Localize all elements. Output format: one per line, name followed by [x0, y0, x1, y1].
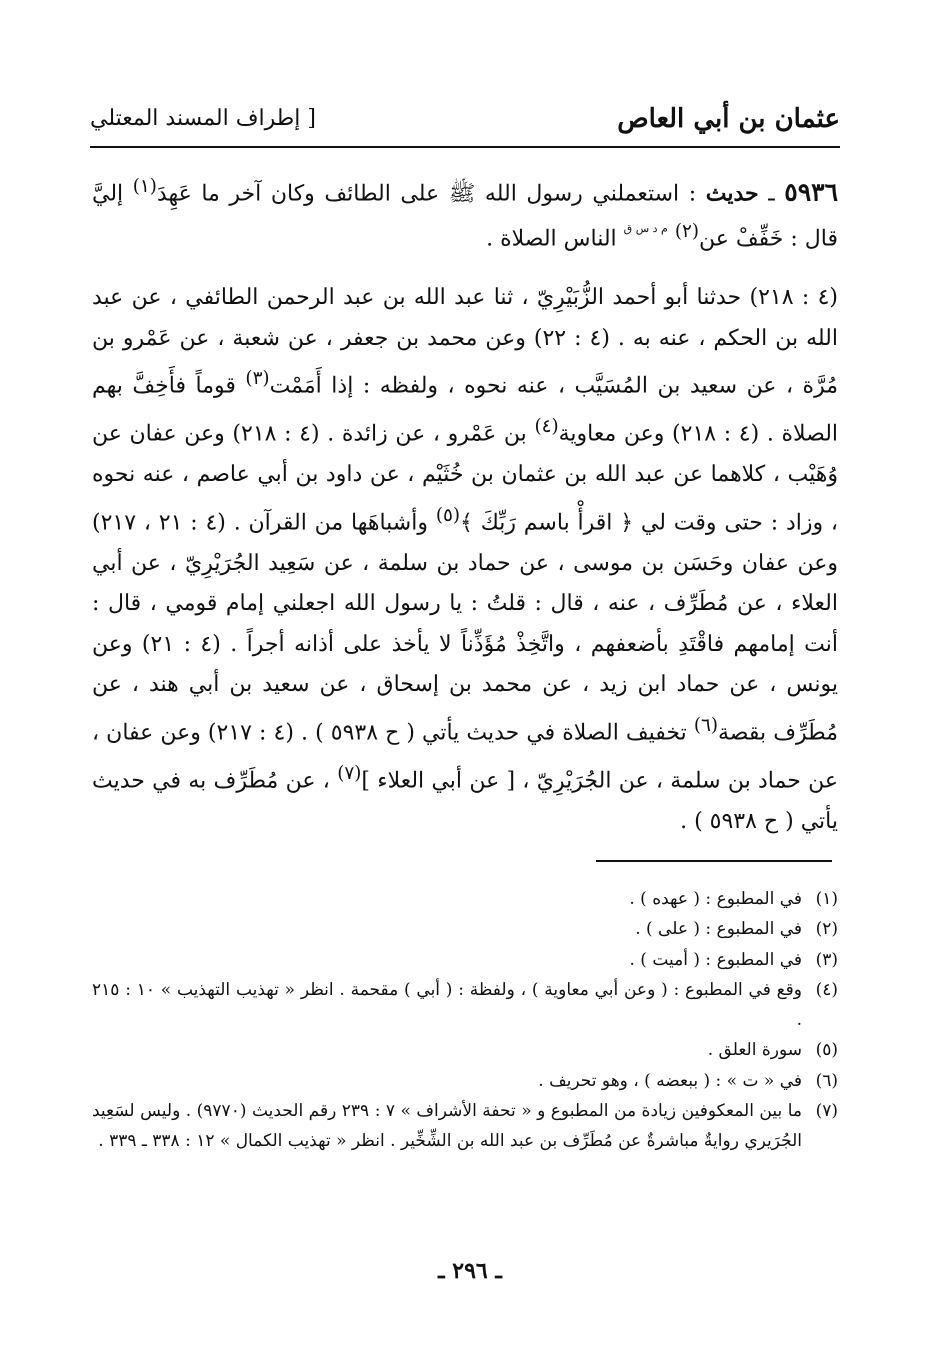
footnote-ref-3: (٣) — [245, 368, 270, 390]
footnote-ref-2: (٢) — [674, 221, 700, 243]
footnote-item — [92, 945, 838, 975]
body-text-3: بن عَمْرو ، عن زائدة . (٤ : ٢١٨) وعن عفان عن وُهَيْب ، كلاهما عن عبد الله بن عثمان بن خُثَيْم ، عن داود بن أبي عاصم ، عنه نحوه ، وزاد : حتى وقت لي ﴿ اقرأْ باسم رَبِّكَ ﴾ — [92, 421, 839, 535]
footnote-text: وقع في المطبوع : ( وعن أبي معاوية ) ، ولفظة : ( أبي ) مقحمة . انظر « تهذيب التهذيب » ١٠ : ٢١٥ . — [92, 979, 802, 1031]
body-text-6: ، عن مُطَرِّف به في حديث يأتي ( ح ٥٩٣٨ ) . — [92, 768, 838, 834]
footnote-text: في « ت » : ( ببعضه ) ، وهو تحريف . — [538, 1070, 802, 1091]
footnote-ref-6: (٦) — [693, 714, 719, 736]
hadith-label: حديث — [705, 180, 759, 207]
footnote-text: ما بين المعكوفين زيادة من المطبوع و « تحفة الأشراف » ٧ : ٢٣٩ رقم الحديث (٩٧٧٠) . وليس لسَعِيد الجُرَيري روايةٌ مباشرةٌ عن مُطَرِّف بن عبد الله بن الشِّخِّير . انظر « تهذيب الكمال » ١٢ : ٣٣٨ ـ ٣٣٩ . — [92, 1101, 802, 1152]
footnote-number: (٧) — [815, 1101, 838, 1122]
footnote-ref-4: (٤) — [534, 416, 559, 438]
footnote-item — [92, 975, 838, 1036]
hadith-number: ٥٩٣٦ — [784, 177, 838, 207]
header-divider — [90, 146, 840, 148]
footnotes — [92, 884, 838, 1157]
footnote-number: (٤) — [815, 979, 838, 1000]
isnad-body — [92, 278, 838, 842]
footnote-item — [92, 1096, 838, 1157]
footnote-number: (٢) — [815, 919, 838, 940]
footnote-text: في المطبوع : ( على ) . — [635, 919, 802, 940]
footnote-text: سورة العلق . — [707, 1040, 802, 1061]
page-header — [90, 98, 840, 146]
footnote-number: (٦) — [815, 1070, 838, 1091]
chapter-title: عثمان بن أبي العاص — [617, 104, 840, 134]
collection-marks: م د س ق — [623, 221, 668, 235]
book-title: [ إطراف المسند المعتلي — [90, 106, 316, 131]
footnote-number: (٥) — [815, 1040, 838, 1061]
hadith-text-part-a: : استعملني رسول الله ﷺ على الطائف وكان آخر ما عَهِدَ — [156, 181, 697, 207]
footnote-item — [92, 884, 838, 914]
hadith-dash: ـ — [768, 181, 775, 207]
body-text-2: قوماً فأَخِفَّ بهم الصلاة . (٤ : ٢١٨) وعن معاوية — [92, 373, 839, 447]
body-text-4: وأشباهَها من القرآن . (٤ : ٢١ ، ٢١٧) وعن عفان وحَسَن بن موسى ، عن حماد بن سلمة ، عن سَعِيد الجُرَيْرِيّ ، عن أبي العلاء ، عن مُطَرِّف ، عنه ، قال : قلتُ : يا رسول الله اجعلني إمام قومي ، قال : أنت إمامهم فاقْتَدِ بأضعفهم ، واتَّخِذْ مُؤَذِّناً لا يأخذ على أذانه أجراً . (٤ : ٢١) وعن يونس ، عن حماد ابن زيد ، عن محمد بن إسحاق ، عن سعيد بن أبي هند ، عن مُطَرِّف بقصة — [92, 509, 838, 746]
isnad-paragraph — [92, 278, 838, 842]
page-number: ـ ٢٩٦ ـ — [438, 1258, 502, 1284]
body-text-5: تخفيف الصلاة في حديث يأتي ( ح ٥٩٣٨ ) . (٤ : ٢١٧) وعن عفان ، عن حماد بن سلمة ، عن الجُرَيْرِيّ ، [ عن أبي العلاء ] — [92, 720, 839, 794]
footnote-item — [92, 914, 838, 944]
footnote-divider — [596, 860, 832, 862]
footnote-ref-5: (٥) — [435, 504, 460, 526]
footnote-item — [92, 1066, 838, 1096]
hadith-text-part-b: إليَّ قال : خَفِّفْ عن — [92, 181, 838, 252]
footnote-text: في المطبوع : ( أميت ) . — [629, 949, 802, 970]
hadith-text — [92, 168, 838, 262]
hadith-text-part-c: الناس الصلاة . — [486, 226, 617, 252]
body-text-1: (٤ : ٢١٨) حدثنا أبو أحمد الزُّبَيْرِيّ ، ثنا عبد الله بن عبد الرحمن الطائفي ، عن عبد الله بن الحكم ، عنه به . (٤ : ٢٢) وعن محمد بن جعفر ، عن شعبة ، عن عَمْرو بن مُرَّة ، عن سعيد بن المُسَيَّب ، عنه نحوه ، ولفظه : إذا أَمَمْت — [92, 285, 838, 399]
footnote-number: (٣) — [815, 949, 838, 970]
footnote-number: (١) — [815, 889, 838, 909]
footnote-text: في المطبوع : ( عهده ) . — [629, 889, 802, 909]
footnote-ref-7: (٧) — [337, 762, 362, 784]
footnote-ref-1: (١) — [132, 176, 157, 197]
footnote-item — [92, 1035, 838, 1065]
